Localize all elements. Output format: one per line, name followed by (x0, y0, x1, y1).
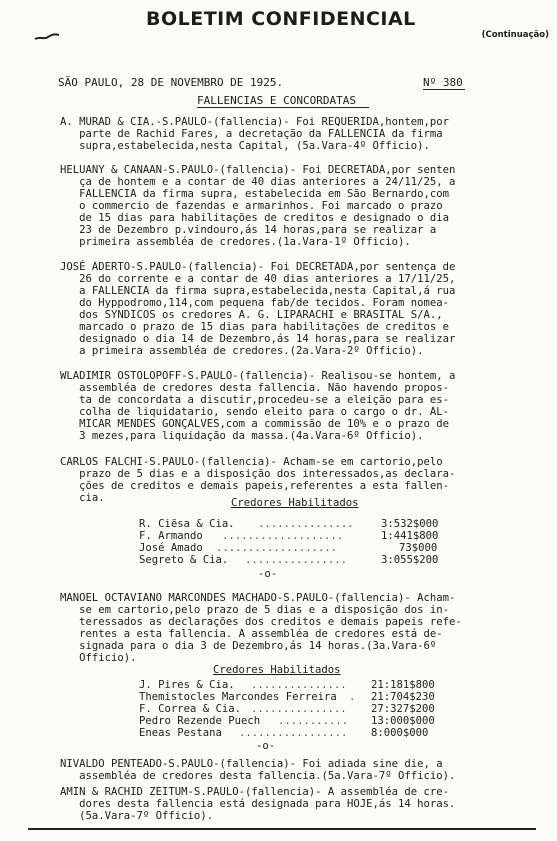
leader-dots: ................. (239, 727, 348, 739)
entry-line: MANOEL OCTAVIANO MARCONDES MACHADO-S.PAULO-(fallencia)- Acham- (60, 592, 456, 604)
scribble-mark (34, 32, 60, 42)
creditor-amount: 27:327$200 (371, 703, 435, 715)
entry-line: o commercio de fazendas e armarinhos. Foi marcado o prazo (60, 200, 443, 212)
creditor-name: Segreto & Cia. (139, 554, 229, 566)
leader-dots: ........... (278, 715, 349, 727)
entry-line: ções de creditos e demais papeis,referentes a esta fallen- (60, 480, 450, 492)
creditor-name: F. Correa & Cia. (139, 703, 242, 715)
entry-line: FALLENCIA da firma supra, estabelecida em São Bernardo,com (60, 188, 450, 200)
entry-line: dores desta fallencia está designada para HOJE,ás 14 horas. (60, 798, 456, 810)
entry-line: rentes a esta fallencia. A assembléa de credores está de- (60, 628, 443, 640)
entry-line: A. MURAD & CIA.-S.PAULO-(fallencia)- Foi REQUERIDA,hontem,por (60, 116, 450, 128)
creditor-amount: 21:704$230 (371, 691, 435, 703)
entry-line: se em cartorio,pelo prazo de 5 dias e a disposição dos in- (60, 604, 450, 616)
creditor-name: José Amado (139, 542, 203, 554)
entry-line: Officio). (60, 652, 137, 664)
entry-line: ça de hontem e a contar de 40 dias anteriores a 24/11/25, a (60, 176, 456, 188)
creditor-name: Themistocles Marcondes Ferreira (139, 691, 337, 703)
creditor-amount: 3:055$200 (381, 554, 439, 566)
section-underline (197, 107, 369, 108)
leader-dots: ................... (216, 542, 338, 554)
entry-line: ta de concordata a discutir,procedeu-se a eleição para es- (60, 394, 450, 406)
entry-line: JOSÉ ADERTO-S.PAULO-(fallencia)- Foi DECRETADA,por sentença de (60, 261, 456, 273)
creditor-amount: 21:181$800 (371, 679, 435, 691)
entry-line: designado o dia 14 de Dezembro,ás 14 horas,para se realizar (60, 333, 456, 345)
creditor-amount: 3:532$000 (381, 518, 439, 530)
entry-line: 23 de Dezembro p.vindouro,ás 14 horas,para se realizar a (60, 224, 437, 236)
section-heading: FALLENCIAS E CONCORDATAS (197, 94, 356, 107)
entry-line: a primeira assembléa de credores.(2a.Vara-2º Officio). (60, 345, 424, 357)
creditor-name: F. Armando (139, 530, 203, 542)
entry-line: teressados as declarações dos creditos e demais papeis refe- (60, 616, 462, 628)
entry-line: signada para o dia 3 de Dezembro,ás 14 horas.(3a.Vara-6º (60, 640, 437, 652)
entry-line: MICAR MENDES GONÇALVES,com a commissão de 10% e o prazo de (60, 418, 450, 430)
creditor-amount: 8:000$000 (371, 727, 429, 739)
entry-line: HELUANY & CANAAN-S.PAULO-(fallencia)- Foi DECRETADA,por senten (60, 164, 456, 176)
creditor-name: J. Pires & Cia. (139, 679, 235, 691)
entry-line: assembléa de credores desta fallencia.(5a.Vara-7º Officio). (60, 770, 456, 782)
entry-line: colha de liquidatario, sendo eleito para o cargo o dr. AL- (60, 406, 450, 418)
entry-line: cia. (60, 492, 105, 504)
entry-line: supra,estabelecida,nesta Capital, (5a.Vara-4º Officio). (60, 140, 430, 152)
creditor-name: Pedro Rezende Puech (139, 715, 261, 727)
leader-dots: ................ (245, 554, 348, 566)
leader-dots: . (349, 691, 356, 703)
document-title: BOLETIM CONFIDENCIAL (146, 8, 416, 30)
number-underline (423, 89, 465, 90)
creditors-title: Credores Habilitados (213, 664, 341, 676)
creditors-title: Credores Habilitados (231, 497, 359, 509)
entry-line: parte de Rachid Fares, a decretação da FALLENCIA da firma (60, 128, 443, 140)
leader-dots: ............... (251, 703, 347, 715)
entry-line: de 15 dias para habilitações de creditos e designado o dia (60, 212, 450, 224)
entry-line: 26 do corrente e a contar de 40 dias anteriores a 17/11/25, (60, 273, 456, 285)
creditor-amount: 73$000 (399, 542, 438, 554)
creditor-amount: 13:000$000 (371, 715, 435, 727)
entry-line: do Hyppodromo,114,com pequena fab/de tecidos. Foram nomea- (60, 297, 450, 309)
bottom-rule (28, 828, 536, 830)
entry-line: (5a.Vara-7º Officio). (60, 810, 214, 822)
entry-line: assembléa de credores desta fallencia. Não havendo propos- (60, 382, 450, 394)
leader-dots: ................... (222, 530, 344, 542)
entry-line: CARLOS FALCHI-S.PAULO-(fallencia)- Acham-se em cartorio,pelo (60, 456, 443, 468)
entry-line: dos SYNDICOS os credores A. G. LIPARACHI e BRASITAL S/A., (60, 309, 443, 321)
separator-mark: -o- (256, 740, 276, 752)
document-date: SÃO PAULO, 28 DE NOVEMBRO DE 1925. (58, 76, 284, 89)
entry-line: marcado o prazo de 15 dias para habilitações de creditos e (60, 321, 450, 333)
bulletin-number: Nº 380 (423, 76, 463, 89)
entry-line: primeira assembléa de credores.(1a.Vara-1º Officio). (60, 236, 411, 248)
continuation-label: (Continuação) (481, 30, 549, 40)
leader-dots: ............... (251, 679, 347, 691)
separator-mark: -o- (258, 568, 278, 580)
creditor-name: Eneas Pestana (139, 727, 222, 739)
leader-dots: ............... (258, 518, 354, 530)
entry-line: a FALLENCIA da firma supra,estabelecida,nesta Capital,á rua (60, 285, 456, 297)
entry-line: NIVALDO PENTEADO-S.PAULO-(fallencia)- Foi adiada sine die, a (60, 758, 443, 770)
entry-line: WLADIMIR OSTOLOPOFF-S.PAULO-(fallencia)- Realisou-se hontem, a (60, 370, 456, 382)
entry-line: prazo de 5 dias e a disposição dos interessados,as declara- (60, 468, 456, 480)
creditor-name: R. Ciësa & Cia. (139, 518, 235, 530)
entry-line: AMIN & RACHID ZEITUM-S.PAULO-(fallencia)- A assembléa de cre- (60, 786, 450, 798)
creditor-amount: 1:441$800 (381, 530, 439, 542)
entry-line: 3 mezes,para liquidação da massa.(4a.Vara-6º Officio). (60, 430, 424, 442)
